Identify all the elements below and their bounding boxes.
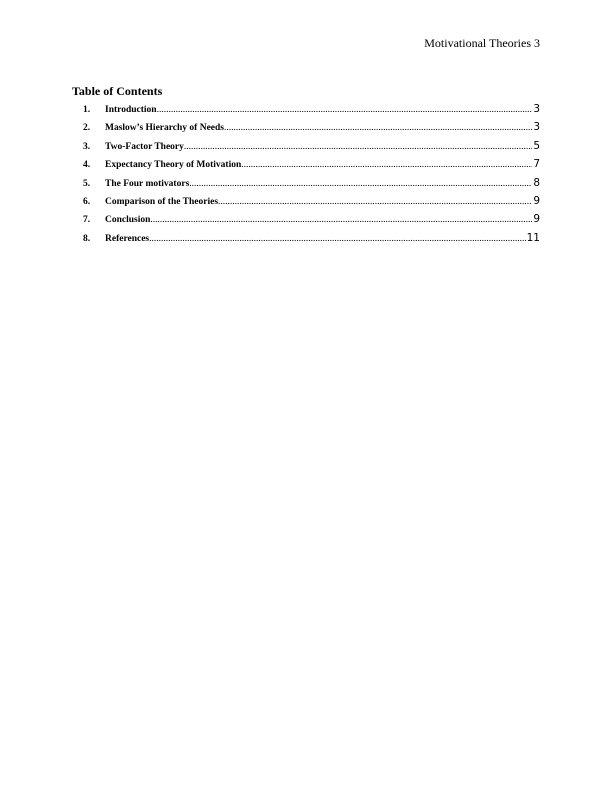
toc-entry-number: 6. xyxy=(83,196,91,207)
toc-entry-comparison[interactable] xyxy=(72,192,540,210)
toc-entry-number: 2. xyxy=(83,123,91,134)
toc-entry-page: 3 xyxy=(533,121,540,134)
toc-dot-leader xyxy=(218,193,532,211)
toc-entry-number: 5. xyxy=(83,178,91,189)
toc-dot-leader xyxy=(149,230,525,248)
toc-dot-leader xyxy=(189,175,532,193)
toc-entry-conclusion[interactable] xyxy=(72,210,540,228)
toc-dot-leader xyxy=(184,138,532,156)
toc-entry-label[interactable]: The Four motivators xyxy=(105,178,190,189)
toc-entry-page: 11 xyxy=(526,231,540,244)
toc-entry-number: 4. xyxy=(83,160,91,171)
toc-entry-label[interactable]: Introduction xyxy=(105,105,157,115)
toc-dot-leader xyxy=(241,156,532,174)
toc-entry-expectancy[interactable] xyxy=(72,155,540,173)
toc-list xyxy=(72,100,540,247)
toc-dot-leader xyxy=(157,101,533,119)
toc-dot-leader xyxy=(224,119,532,137)
toc-entry-introduction[interactable] xyxy=(72,100,540,118)
toc-entry-four-motivators[interactable] xyxy=(72,174,540,192)
toc-entry-page: 5 xyxy=(533,139,540,152)
toc-entry-references[interactable] xyxy=(72,229,540,247)
toc-entry-number: 1. xyxy=(83,105,91,115)
running-header: Motivational Theories 3 xyxy=(424,36,540,50)
toc-entry-number: 3. xyxy=(83,141,91,152)
toc-entry-label[interactable]: References xyxy=(105,233,150,244)
toc-entry-number: 8. xyxy=(83,233,91,244)
toc-entry-page: 3 xyxy=(533,103,540,115)
toc-title: Table of Contents xyxy=(72,84,163,98)
toc-entry-page: 9 xyxy=(533,194,540,207)
toc-entry-label[interactable]: Comparison of the Theories xyxy=(105,196,219,207)
table-of-contents xyxy=(72,84,540,247)
toc-dot-leader xyxy=(150,211,532,229)
toc-entry-two-factor[interactable] xyxy=(72,137,540,155)
toc-entry-maslow[interactable] xyxy=(72,118,540,136)
toc-entry-label[interactable]: Expectancy Theory of Motivation xyxy=(105,160,242,171)
toc-entry-label[interactable]: Maslow’s Hierarchy of Needs xyxy=(105,123,224,134)
toc-entry-page: 8 xyxy=(533,176,540,189)
toc-entry-label[interactable]: Conclusion xyxy=(105,215,151,226)
toc-entry-page: 7 xyxy=(533,158,540,171)
toc-entry-label[interactable]: Two-Factor Theory xyxy=(105,141,184,152)
toc-entry-number: 7. xyxy=(83,215,91,226)
toc-entry-page: 9 xyxy=(533,213,540,226)
